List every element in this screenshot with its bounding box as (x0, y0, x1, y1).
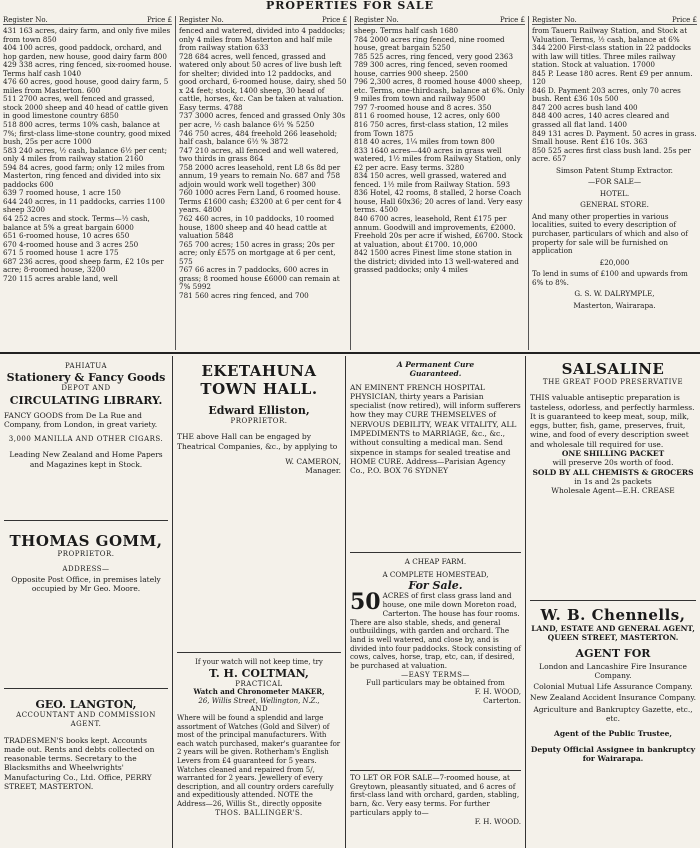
notice-lend: To lend in sums of £100 and upwards from 6% to 8%. (532, 269, 688, 287)
ad-body: TO LET OR FOR SALE—7-roomed house, at Greytown, pleasantly situated, and 6 acres of first-class land with orchard, garden, stabling, barn, &c. Very easy terms. For further particulars apply to— (350, 773, 520, 817)
property-entry: 816 750 acres, first-class station, 12 miles from Town 1875 (354, 120, 509, 138)
ad-trustee: Agent of the Public Trustee, (554, 729, 672, 739)
ad-place: Carterton. (483, 695, 521, 705)
property-entry: 840 6700 acres, leasehold, Rent £175 per annum. Goodwill and improvements, £2000. Freehold 20s per acre if wished, £6700. Stock at valuation, about £1700. 10,000 (354, 214, 523, 249)
eketahuna-hall-ad (173, 360, 345, 650)
property-entry: 583 240 acres, ½ cash, balance 6½ per cent; only 4 miles from railway station 2160 (3, 145, 167, 164)
column-header (179, 16, 347, 25)
ad-contact: Full particulars may be obtained from (366, 678, 505, 688)
ad-proprietor: Edward Elliston, (208, 404, 310, 417)
ad-agent: F. H. WOOD. (474, 816, 521, 826)
ad-terms: —EASY TERMS— (401, 670, 470, 679)
property-entry: 836 Hotel, 42 rooms, 8 stalled, 2 horse Coach house, Hall 60x36; 20 acres of land. Very easy terms. 4500 (354, 188, 523, 215)
property-entry: 784 2000 acres ring fenced, nine roomed house, great bargain 5250 (354, 34, 505, 53)
ad-divider (530, 600, 696, 601)
notice-signer: G. S. W. DALRYMPLE, (574, 289, 655, 299)
ad-role: LAND, ESTATE AND GENERAL AGENT, (531, 624, 695, 633)
coltman-watch-ad (173, 656, 345, 848)
property-entry: 846 D. Payment 203 acres, only 70 acres bush. Rent £36 10s 500 (532, 85, 681, 104)
ad-line: Wholesale Agent—E.H. CREASE (551, 486, 675, 496)
property-entry: 64 252 acres and stock. Terms—½ cash, balance at 5% a great bargain 6000 (3, 214, 150, 232)
ad-name: W. B. Chennells, (540, 606, 686, 624)
ad-heading: A Permanent Cure (396, 360, 475, 369)
to-let-ad (346, 772, 525, 848)
property-entry: 429 338 acres, ring fenced, six-roomed house. Terms half cash 1040 (3, 60, 172, 78)
column-header (3, 16, 172, 25)
ad-line: ONE SHILLING PACKET (561, 449, 665, 459)
ad-body: Where will be found a splendid and large assortment of Watches (Gold and Silver) of most of the principal manufacturers. With each watch purchased, maker's guarantee for 2 years will be given. Rotherham's English Levers from £4 guaranteed for 5 years. Watches cleaned and repaired from 5/, warranted for 2 years. Jewellery of every description, and all country orders carefully and expeditiously attended. NOTE the Address—26, Willis St., directly opposite (177, 713, 341, 808)
ad-heading: EKETAHUNA TOWN HALL. (200, 362, 318, 398)
ad-name: GEO. LANGTON, (35, 698, 137, 711)
ad-line: 3,000 MANILLA AND OTHER CIGARS. (8, 435, 164, 444)
property-entry: 849 131 acres D. Payment. 50 acres in grass. Small house. Rent £16 10s. 363 (532, 128, 697, 147)
ad-body: THIS valuable antiseptic preparation is tasteless, odorless, and perfectly harmless. It is guaranteed to keep meat, soup, milk, eggs, butter, fish, game, preserves, fruit, wine, and food of every description sweet and wholesale till required for use. (530, 393, 695, 449)
ad-body: FANCY GOODS from De La Rue and Company, from London, in great variety. (4, 410, 158, 429)
property-entry: 639 7 roomed house, 1 acre 150 (3, 188, 121, 198)
agency-item: Agriculture and Bankruptcy Gazette, etc., etc. (533, 704, 693, 724)
property-entry: 747 210 acres, all fenced and well watered, two thirds in grass 864 (179, 145, 339, 164)
page-title: PROPERTIES FOR SALE (265, 0, 435, 12)
property-column (528, 16, 700, 350)
agency-list (530, 662, 696, 724)
property-entry: 785 525 acres, ring fenced, very good 2363 (354, 51, 514, 61)
property-entry: fenced and watered, divided into 4 paddocks; only 4 miles from Masterton and half mile from railway station 633 (179, 26, 346, 53)
ad-address: QUEEN STREET, MASTERTON. (547, 633, 679, 643)
ad-town: PAHIATUA (64, 362, 108, 370)
agency-item: London and Lancashire Fire Insurance Company. (539, 661, 687, 680)
property-entry: 796 2,300 acres, 8 roomed house 4000 sheep, etc. Terms, one-thirdcash, balance at 6%. Only 9 miles from town and railway 9500 (354, 77, 525, 104)
price-label: Price £ (146, 16, 172, 24)
ad-role: ACCOUNTANT AND COMMISSION AGENT. (16, 711, 156, 729)
ad-divider (4, 688, 168, 689)
property-entry: 344 2200 First-class station in 22 paddocks with law will titles. Three miles railway station. Stock at valuation. 17000 (532, 43, 691, 70)
ad-divider (4, 520, 168, 521)
property-entry: 848 400 acres, 140 acres cleared and grassed all flat land. 1400 (532, 111, 670, 130)
property-entry: 431 163 acres, dairy farm, and only five miles from town 850 (3, 26, 171, 44)
price-label: Price £ (499, 16, 525, 24)
property-entry: 728 684 acres, well fenced, grassed and watered only about 50 acres of live bush left for shelter; divided into 12 paddocks, and good orchard, 6-roomed house, dairy, shed 50 x 24 feet; stock, 1400 sheep, 30 head of cattle, horses, &c. Can be taken at valuation. Easy terms. 4788 (179, 51, 347, 112)
property-entry: 720 115 acres arable land, well (3, 273, 118, 283)
langton-ad (0, 696, 172, 848)
property-entry: 594 84 acres, good farm; only 12 miles from Masterton, ring fenced and divided into six paddocks 600 (3, 162, 165, 189)
gomm-ad (0, 530, 172, 630)
property-entry: 760 1000 acres Fern Land, 6 roomed house. Terms £1600 cash; £3200 at 6 per cent for 4 years. 4800 (179, 188, 342, 215)
ad-agent-for: AGENT FOR (575, 646, 651, 660)
ad-address: Opposite Post Office, in premises lately occupied by Mr Geo. Moore. (11, 574, 161, 593)
ad-name: T. H. COLTMAN, (209, 666, 309, 680)
ad-subheading: THE GREAT FOOD PRESERVATIVE (542, 378, 684, 386)
register-label: Register No. (179, 16, 224, 24)
ad-heading: A CHEAP FARM. (404, 557, 467, 566)
property-entry: 762 460 acres, in 10 paddocks, 10 roomed house, 1800 sheep and 40 head cattle at valuation 5848 (179, 214, 335, 241)
ad-contact-role: Manager. (305, 466, 341, 476)
notice-place: Masterton, Wairarapa. (573, 300, 656, 310)
property-entry: 765 700 acres; 150 acres in grass; 20s per acre; only £575 on mortgage at 6 per cent, 575 (179, 239, 336, 266)
ad-body: ACRES of first class grass land and house, one mile down Moreton road, Carterton. The house has four rooms. There are also stable, sheds, and general outbuildings, with garden and orchard. The land is well watered, and close by, and is divided into four paddocks. Stock consisting of cows, calves, horse, trap, etc, can, if desired, be purchased at valuation. (350, 591, 521, 671)
ad-divider (350, 552, 521, 553)
chennells-ad (526, 604, 700, 848)
ad-heading: CIRCULATING LIBRARY. (9, 393, 163, 407)
ad-intro: If your watch will not keep time, try (195, 658, 323, 666)
price-label: Price £ (671, 16, 697, 24)
ad-heading: Guaranteed. (409, 369, 462, 379)
column-header (532, 16, 697, 25)
property-entry: 476 60 acres, good house, good dairy farm, 5 miles from Masterton. 600 (3, 77, 169, 95)
property-entry: 758 2000 acres leasehold, rent L8 6s 8d per annum, 19 years to remain No. 687 and 758 adjoin would work well together) 300 (179, 162, 341, 189)
property-entry: 671 5 roomed house 1 acre 175 (3, 248, 119, 258)
notice-hotel: HOTEL. (599, 188, 630, 198)
ad-sign: THOS. BALLINGER'S. (215, 808, 303, 817)
price-label: Price £ (321, 16, 347, 24)
ad-line: AND (249, 705, 269, 714)
property-column (350, 16, 528, 350)
property-entry: 850 525 acres first class bush land. 25s per acre. 657 (532, 145, 691, 164)
ad-contact: W. CAMERON, (285, 456, 341, 466)
property-entry: 737 3000 acres, fenced and grassed Only 30s per acre, ½ cash balance 6½ % 5250 (179, 111, 346, 130)
ad-divider (177, 652, 341, 653)
property-entry: 833 1640 acres—440 acres in grass well watered, 1½ miles from Railway Station, only £2 per acre. Easy terms. 3280 (354, 145, 521, 172)
column-header (354, 16, 525, 25)
property-entry: from Taueru Railway Station, and Stock at Valuation. Terms, ½ cash, balance at 6% (532, 26, 688, 44)
ad-line: PRACTICAL (235, 679, 283, 688)
property-column (0, 16, 175, 350)
ad-role: PROPRIETOR. (57, 550, 115, 558)
property-entry: 842 1500 acres Finest lime stone station in the district; divided into 13 well-watered and grassed paddocks; only 4 miles (354, 248, 519, 275)
ad-line: Leading New Zealand and Home Papers and Magazines kept in Stock. (9, 450, 163, 469)
property-entry: 811 6 roomed house, 12 acres, only 600 (354, 111, 501, 121)
ad-assignee: Deputy Official Assignee in bankruptcy for Wairarapa. (530, 744, 696, 763)
ad-line: SOLD BY ALL CHEMISTS & GROCERS (532, 467, 694, 477)
property-entry: 518 800 acres, terms 10% cash, balance at 7%; first-class lime-stone country, good mixed bush, 25s per acre 1000 (3, 120, 171, 147)
ad-trade: Watch and Chronometer MAKER, (193, 687, 325, 697)
notice-amount: £20,000 (599, 257, 630, 267)
property-entry: 834 150 acres, well grassed, watered and fenced. 1½ mile from Railway Station. 593 (354, 171, 511, 189)
ad-body: TRADESMEN'S books kept. Accounts made out. Rents and debts collected on reasonable terms. Secretary to the Blacksmiths and Wheelwrights' Manufacturing Co., Ltd. Office, PERRY STREET, MASTERTON. (4, 735, 155, 792)
ad-address: 26, Willis Street, Wellington, N.Z., (198, 696, 320, 705)
permanent-cure-ad (346, 358, 525, 554)
ad-heading: SALSALINE (561, 360, 665, 378)
property-entry: 511 2700 acres, well fenced and grassed, stock 2000 sheep and 40 head of cattle given in good limestone country 6850 (3, 94, 169, 121)
agency-item: Colonial Mutual Life Assurance Company. (533, 682, 693, 692)
property-entry: 818 40 acres, 1¼ miles from town 800 (354, 137, 495, 147)
property-entry: 404 100 acres, good paddock, orchard, and hop garden, new house, good dairy farm 800 (3, 43, 167, 61)
property-entry: sheep. Terms half cash 1680 (354, 26, 459, 35)
ad-line: will preserve 20s worth of food. (552, 458, 674, 468)
ad-address-label: ADDRESS— (62, 565, 110, 574)
property-entry: 797 7-roomed house and 8 acres. 350 (354, 102, 492, 112)
ad-heading: Stationery & Fancy Goods (6, 371, 166, 385)
ad-subheading: DEPOT AND (61, 384, 111, 393)
register-label: Register No. (3, 16, 48, 24)
ad-body: AN EMINENT FRENCH HOSPITAL PHYSICIAN, thirty years a Parisian specialist (now retired), will inform sufferers how they may CURE THEMSELVES of NERVOUS DEBILITY, WEAK VITALITY, ALL IMPEDIMENTS to MARRIAGE, &c., &c., without consulting a medical man. Send sixpence in stamps for sealed treatise and HOME CURE. Address—Parisian Agency Co., P.O. BOX 76 SYDNEY (350, 382, 521, 476)
ad-heading: A COMPLETE HOMESTEAD, (382, 569, 489, 579)
notice-for-sale: —FOR SALE— (587, 177, 642, 187)
property-entry: 789 300 acres, ring fenced, seven roomed house, carries 900 sheep. 2500 (354, 60, 508, 78)
ad-role: PROPRIETOR. (230, 417, 288, 425)
register-label: Register No. (354, 16, 399, 24)
ad-name: THOMAS GOMM, (9, 532, 163, 550)
ad-agent: F. H. WOOD, (474, 687, 521, 697)
notice-store: GENERAL STORE. (580, 200, 649, 210)
notice-blurb: And many other properties in various localities, suited to every description of purchaser, particulars of which and also of property for sale will be furnished on application (532, 211, 688, 256)
property-entry: 651 6-roomed house, 10 acres 650 (3, 231, 130, 241)
ad-line: in 1s and 2s packets (574, 476, 652, 486)
property-column (175, 16, 350, 350)
cheap-farm-ad (346, 556, 525, 748)
notice-stump: Simson Patent Stump Extractor. (556, 165, 673, 175)
property-entry: 687 236 acres, good sheep farm, £2 10s per acre; 8-roomed house, 3200 (3, 256, 164, 275)
property-entry: 670 4-roomed house and 3 acres 250 (3, 239, 139, 249)
agency-item: New Zealand Accident Insurance Company. (530, 693, 696, 703)
section-divider (0, 352, 700, 354)
property-entry: 746 750 acres, 484 freehold 266 leasehold; half cash, balance 6½ % 3872 (179, 128, 338, 147)
register-label: Register No. (532, 16, 577, 24)
ad-number: 50 (350, 589, 381, 616)
ad-body: THE above Hall can be engaged by Theatrical Companies, &c., by applying to (177, 432, 338, 451)
property-entry: 644 240 acres, in 11 paddocks, carries 1100 sheep 3200 (3, 196, 165, 215)
ad-sale: For Sale. (408, 579, 463, 593)
property-entry: 845 P. Lease 180 acres. Rent £9 per annum. 120 (532, 68, 693, 87)
salsaline-ad (526, 358, 700, 600)
property-entry: 847 200 acres bush land 400 (532, 102, 638, 112)
ad-divider (350, 770, 521, 771)
property-entry: 781 560 acres ring fenced, and 700 (179, 290, 309, 300)
property-entry: 767 66 acres in 7 paddocks, 600 acres in grass; 8 roomed house £6000 can remain at 7% 5992 (179, 265, 340, 292)
